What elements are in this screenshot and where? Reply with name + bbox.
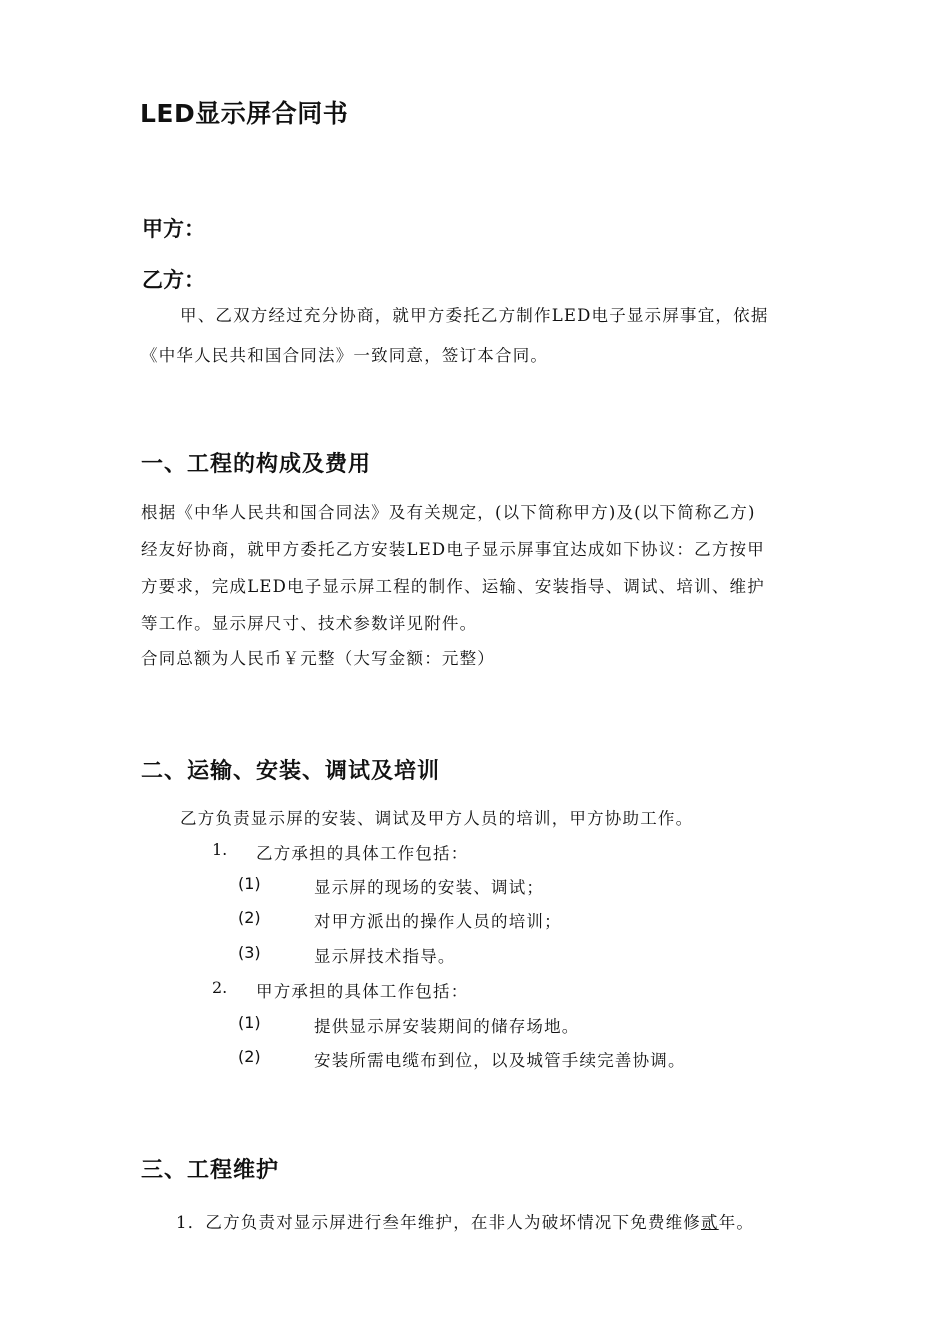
item-1-sub-3-text: 显示屏技术指导。 bbox=[314, 947, 456, 966]
item-2-sub-2-text: 安装所需电缆布到位，以及城管手续完善协调。 bbox=[314, 1051, 686, 1070]
section-3-item-1-underlined: 贰 bbox=[701, 1213, 719, 1232]
item-2-sub-1-number: (1) bbox=[238, 1013, 261, 1032]
section-2-intro: 乙方负责显示屏的安装、调试及甲方人员的培训，甲方协助工作。 bbox=[180, 809, 694, 828]
item-2-sub-1-text: 提供显示屏安装期间的储存场地。 bbox=[314, 1017, 580, 1036]
section-3-item-1-prefix: 1．乙方负责对显示屏进行叁年维护，在非人为破坏情况下免费维修 bbox=[176, 1213, 701, 1232]
contract-amount-line: 合同总额为人民币￥元整（大写金额：元整） bbox=[141, 649, 495, 668]
section-1-line-1: 根据《中华人民共和国合同法》及有关规定，(以下简称甲方)及(以下简称乙方) bbox=[141, 503, 756, 522]
item-2-sub-2-number: (2) bbox=[238, 1047, 261, 1066]
item-1-text: 乙方承担的具体工作包括： bbox=[256, 844, 469, 863]
section-1-line-2: 经友好协商，就甲方委托乙方安装LED电子显示屏事宜达成如下协议：乙方按甲 bbox=[141, 540, 765, 559]
item-1-sub-2-number: (2) bbox=[238, 908, 261, 927]
intro-line-2: 《中华人民共和国合同法》一致同意，签订本合同。 bbox=[141, 346, 549, 365]
section-1-line-4: 等工作。显示屏尺寸、技术参数详见附件。 bbox=[141, 614, 478, 633]
intro-line-1: 甲、乙双方经过充分协商，就甲方委托乙方制作LED电子显示屏事宜，依据 bbox=[180, 306, 769, 325]
section-3-item-1-suffix: 年。 bbox=[718, 1213, 755, 1232]
item-1-sub-1-text: 显示屏的现场的安装、调试； bbox=[314, 878, 545, 897]
document-title: LED显示屏合同书 bbox=[140, 99, 349, 128]
item-2-text: 甲方承担的具体工作包括： bbox=[256, 982, 469, 1001]
item-1-sub-1-number: (1) bbox=[238, 874, 261, 893]
item-1-sub-2-text: 对甲方派出的操作人员的培训； bbox=[314, 912, 562, 931]
item-1-sub-3-number: (3) bbox=[238, 943, 261, 962]
section-1-heading: 一、工程的构成及费用 bbox=[141, 452, 372, 477]
section-2-heading: 二、运输、安装、调试及培训 bbox=[141, 759, 441, 784]
section-3-heading: 三、工程维护 bbox=[141, 1158, 280, 1183]
party-a-label: 甲方： bbox=[142, 217, 205, 241]
section-3-item-1 bbox=[176, 1209, 754, 1233]
section-1-line-3: 方要求，完成LED电子显示屏工程的制作、运输、安装指导、调试、培训、维护 bbox=[141, 577, 765, 596]
party-b-label: 乙方： bbox=[142, 268, 205, 292]
item-1-number: 1. bbox=[212, 840, 228, 859]
item-2-number: 2. bbox=[212, 978, 228, 997]
